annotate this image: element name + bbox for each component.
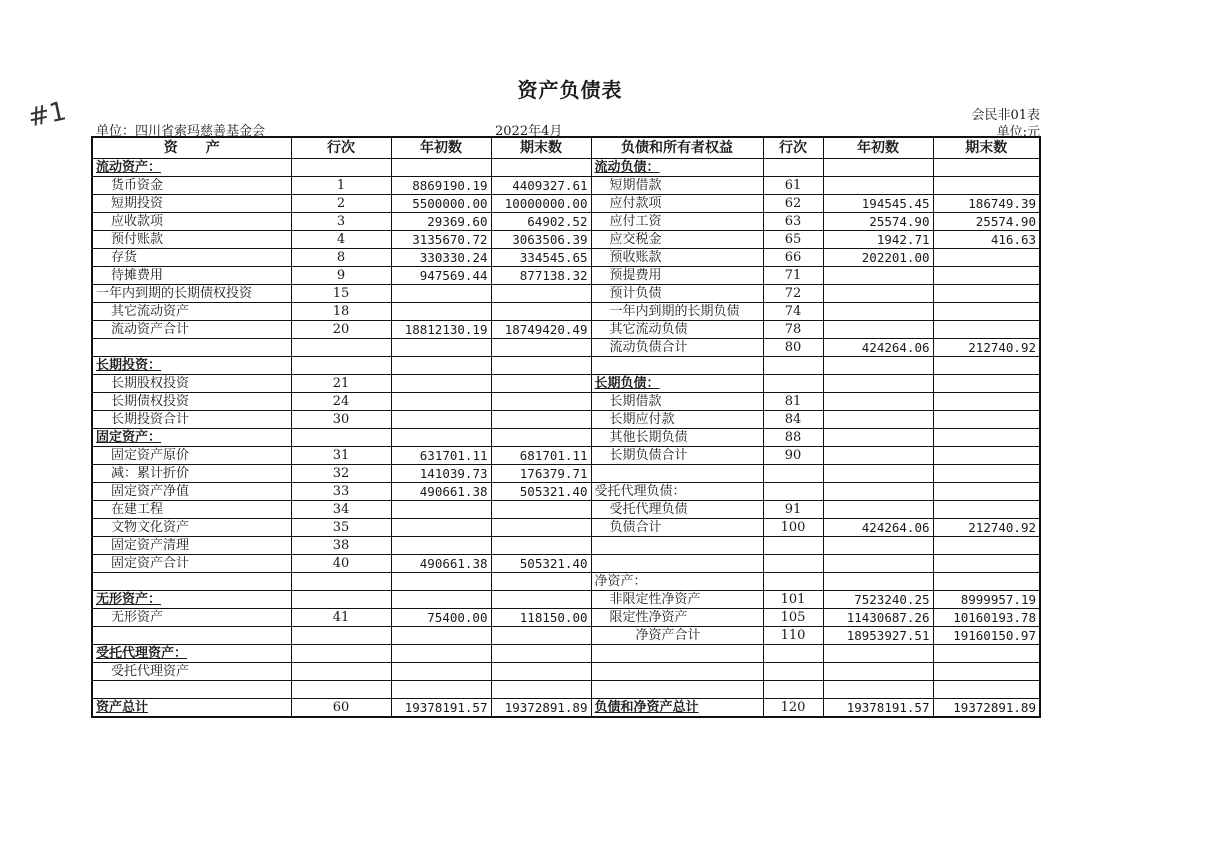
table-row bbox=[92, 537, 1040, 555]
asset-begin bbox=[391, 375, 491, 393]
asset-begin bbox=[391, 681, 491, 699]
liability-line-no: 88 bbox=[763, 429, 823, 447]
liability-label: 应付工资 bbox=[591, 213, 763, 231]
liability-end bbox=[933, 573, 1040, 591]
asset-label: 无形资产： bbox=[92, 591, 291, 609]
asset-label: 流动资产合计 bbox=[92, 321, 291, 339]
liability-end bbox=[933, 411, 1040, 429]
liability-line-no: 84 bbox=[763, 411, 823, 429]
liability-begin bbox=[823, 303, 933, 321]
liability-begin bbox=[823, 177, 933, 195]
liability-label: 预计负债 bbox=[591, 285, 763, 303]
asset-line-no bbox=[291, 591, 391, 609]
asset-label: 固定资产清理 bbox=[92, 537, 291, 555]
asset-end bbox=[491, 339, 591, 357]
liability-line-no bbox=[763, 645, 823, 663]
liability-label: 负债合计 bbox=[591, 519, 763, 537]
asset-label: 固定资产原价 bbox=[92, 447, 291, 465]
asset-label: 预付账款 bbox=[92, 231, 291, 249]
asset-label: 一年内到期的长期债权投资 bbox=[92, 285, 291, 303]
liability-line-no: 71 bbox=[763, 267, 823, 285]
table-row bbox=[92, 159, 1040, 177]
currency-unit: 单位:元 bbox=[996, 125, 1040, 140]
table-row bbox=[92, 267, 1040, 285]
table-row bbox=[92, 177, 1040, 195]
liability-end bbox=[933, 267, 1040, 285]
asset-begin bbox=[391, 645, 491, 663]
liability-line-no: 63 bbox=[763, 213, 823, 231]
asset-end bbox=[491, 303, 591, 321]
asset-label bbox=[92, 627, 291, 645]
liability-line-no: 91 bbox=[763, 501, 823, 519]
liability-label: 净资产合计 bbox=[591, 627, 763, 645]
liability-begin bbox=[823, 465, 933, 483]
asset-line-no bbox=[291, 339, 391, 357]
liability-end: 186749.39 bbox=[933, 195, 1040, 213]
table-row bbox=[92, 519, 1040, 537]
asset-label: 受托代理资产 bbox=[92, 663, 291, 681]
asset-line-no: 24 bbox=[291, 393, 391, 411]
liability-begin bbox=[823, 411, 933, 429]
table-row bbox=[92, 663, 1040, 681]
asset-label: 固定资产： bbox=[92, 429, 291, 447]
liability-begin: 18953927.51 bbox=[823, 627, 933, 645]
liability-label: 应付款项 bbox=[591, 195, 763, 213]
liability-begin bbox=[823, 429, 933, 447]
asset-label: 减：累计折价 bbox=[92, 465, 291, 483]
liability-begin bbox=[823, 483, 933, 501]
liability-end bbox=[933, 357, 1040, 375]
liability-end: 19372891.89 bbox=[933, 699, 1040, 718]
asset-end bbox=[491, 357, 591, 375]
asset-label: 无形资产 bbox=[92, 609, 291, 627]
liability-end bbox=[933, 321, 1040, 339]
liability-begin bbox=[823, 375, 933, 393]
asset-line-no bbox=[291, 627, 391, 645]
asset-end bbox=[491, 591, 591, 609]
liability-begin bbox=[823, 663, 933, 681]
liability-end bbox=[933, 501, 1040, 519]
liability-line-no: 110 bbox=[763, 627, 823, 645]
asset-begin bbox=[391, 429, 491, 447]
table-row bbox=[92, 285, 1040, 303]
liability-end: 25574.90 bbox=[933, 213, 1040, 231]
liability-line-no: 120 bbox=[763, 699, 823, 718]
asset-line-no: 8 bbox=[291, 249, 391, 267]
liability-label: 长期借款 bbox=[591, 393, 763, 411]
liability-begin: 424264.06 bbox=[823, 519, 933, 537]
page-title: 资产负债表 bbox=[517, 78, 623, 102]
asset-begin bbox=[391, 303, 491, 321]
asset-line-no bbox=[291, 429, 391, 447]
liability-label bbox=[591, 537, 763, 555]
reporting-unit: 单位：四川省索玛慈善基金会 bbox=[96, 124, 266, 139]
asset-end: 681701.11 bbox=[491, 447, 591, 465]
liability-label: 受托代理负债 bbox=[591, 501, 763, 519]
liability-label bbox=[591, 555, 763, 573]
asset-end: 10000000.00 bbox=[491, 195, 591, 213]
header-begin: 年初数 bbox=[391, 137, 491, 159]
asset-label: 在建工程 bbox=[92, 501, 291, 519]
liability-label bbox=[591, 663, 763, 681]
asset-label: 长期投资： bbox=[92, 357, 291, 375]
liability-begin: 194545.45 bbox=[823, 195, 933, 213]
asset-begin: 8869190.19 bbox=[391, 177, 491, 195]
liability-label bbox=[591, 681, 763, 699]
asset-label bbox=[92, 339, 291, 357]
asset-end bbox=[491, 663, 591, 681]
form-number: 会民非01表 bbox=[971, 108, 1040, 123]
liability-begin bbox=[823, 159, 933, 177]
asset-label: 长期债权投资 bbox=[92, 393, 291, 411]
table-row bbox=[92, 411, 1040, 429]
asset-end: 118150.00 bbox=[491, 609, 591, 627]
liability-label bbox=[591, 357, 763, 375]
asset-label: 固定资产合计 bbox=[92, 555, 291, 573]
asset-begin bbox=[391, 393, 491, 411]
liability-line-no bbox=[763, 555, 823, 573]
liability-line-no: 62 bbox=[763, 195, 823, 213]
liability-end bbox=[933, 249, 1040, 267]
liability-begin bbox=[823, 501, 933, 519]
asset-line-no: 9 bbox=[291, 267, 391, 285]
liability-label: 受托代理负债： bbox=[591, 483, 763, 501]
asset-begin bbox=[391, 339, 491, 357]
liability-line-no bbox=[763, 375, 823, 393]
asset-end bbox=[491, 627, 591, 645]
asset-begin bbox=[391, 591, 491, 609]
table-row bbox=[92, 303, 1040, 321]
table-row bbox=[92, 393, 1040, 411]
header-line-no-2: 行次 bbox=[763, 137, 823, 159]
liability-begin bbox=[823, 357, 933, 375]
table-row bbox=[92, 339, 1040, 357]
asset-begin bbox=[391, 285, 491, 303]
asset-line-no: 20 bbox=[291, 321, 391, 339]
asset-begin: 5500000.00 bbox=[391, 195, 491, 213]
asset-line-no: 40 bbox=[291, 555, 391, 573]
table-header-row bbox=[92, 137, 1040, 159]
liability-end bbox=[933, 537, 1040, 555]
asset-begin: 330330.24 bbox=[391, 249, 491, 267]
asset-line-no: 31 bbox=[291, 447, 391, 465]
liability-line-no bbox=[763, 483, 823, 501]
asset-line-no: 34 bbox=[291, 501, 391, 519]
liability-begin: 1942.71 bbox=[823, 231, 933, 249]
liability-end: 212740.92 bbox=[933, 339, 1040, 357]
asset-line-no: 60 bbox=[291, 699, 391, 718]
asset-begin: 490661.38 bbox=[391, 555, 491, 573]
asset-line-no: 4 bbox=[291, 231, 391, 249]
asset-begin bbox=[391, 159, 491, 177]
asset-end bbox=[491, 411, 591, 429]
asset-end bbox=[491, 375, 591, 393]
asset-label: 短期投资 bbox=[92, 195, 291, 213]
liability-end bbox=[933, 177, 1040, 195]
asset-end bbox=[491, 429, 591, 447]
liability-begin bbox=[823, 645, 933, 663]
asset-line-no: 18 bbox=[291, 303, 391, 321]
asset-begin bbox=[391, 501, 491, 519]
liability-label: 净资产： bbox=[591, 573, 763, 591]
liability-label: 其他长期负债 bbox=[591, 429, 763, 447]
liability-begin: 19378191.57 bbox=[823, 699, 933, 718]
handwritten-mark: #1 bbox=[25, 96, 70, 134]
asset-label: 存货 bbox=[92, 249, 291, 267]
asset-end: 176379.71 bbox=[491, 465, 591, 483]
liability-begin: 7523240.25 bbox=[823, 591, 933, 609]
asset-line-no: 38 bbox=[291, 537, 391, 555]
asset-line-no: 41 bbox=[291, 609, 391, 627]
liability-label: 限定性净资产 bbox=[591, 609, 763, 627]
liability-line-no: 72 bbox=[763, 285, 823, 303]
liability-label: 负债和净资产总计 bbox=[591, 699, 763, 718]
liability-line-no: 101 bbox=[763, 591, 823, 609]
table-row bbox=[92, 195, 1040, 213]
table-row bbox=[92, 699, 1040, 718]
liability-end: 212740.92 bbox=[933, 519, 1040, 537]
asset-label: 待摊费用 bbox=[92, 267, 291, 285]
table-row bbox=[92, 627, 1040, 645]
asset-begin: 141039.73 bbox=[391, 465, 491, 483]
liability-end bbox=[933, 681, 1040, 699]
liability-begin bbox=[823, 321, 933, 339]
asset-label: 文物文化资产 bbox=[92, 519, 291, 537]
table-row bbox=[92, 357, 1040, 375]
liability-line-no: 81 bbox=[763, 393, 823, 411]
liability-line-no: 74 bbox=[763, 303, 823, 321]
table-row bbox=[92, 465, 1040, 483]
asset-label: 长期股权投资 bbox=[92, 375, 291, 393]
asset-begin: 19378191.57 bbox=[391, 699, 491, 718]
asset-end bbox=[491, 285, 591, 303]
liability-line-no bbox=[763, 537, 823, 555]
asset-begin bbox=[391, 627, 491, 645]
liability-end: 416.63 bbox=[933, 231, 1040, 249]
liability-end bbox=[933, 465, 1040, 483]
asset-label: 流动资产： bbox=[92, 159, 291, 177]
asset-end bbox=[491, 573, 591, 591]
liability-begin: 25574.90 bbox=[823, 213, 933, 231]
table-row bbox=[92, 213, 1040, 231]
table-row bbox=[92, 249, 1040, 267]
liability-label bbox=[591, 645, 763, 663]
liability-line-no bbox=[763, 465, 823, 483]
asset-line-no: 21 bbox=[291, 375, 391, 393]
liability-line-no: 80 bbox=[763, 339, 823, 357]
asset-end bbox=[491, 681, 591, 699]
liability-line-no: 90 bbox=[763, 447, 823, 465]
liability-label: 非限定性净资产 bbox=[591, 591, 763, 609]
liability-begin bbox=[823, 285, 933, 303]
asset-begin bbox=[391, 663, 491, 681]
liability-end bbox=[933, 483, 1040, 501]
asset-line-no bbox=[291, 573, 391, 591]
header-begin-2: 年初数 bbox=[823, 137, 933, 159]
table-row bbox=[92, 231, 1040, 249]
asset-end: 3063506.39 bbox=[491, 231, 591, 249]
asset-label bbox=[92, 573, 291, 591]
asset-end: 505321.40 bbox=[491, 555, 591, 573]
liability-line-no bbox=[763, 573, 823, 591]
asset-line-no: 32 bbox=[291, 465, 391, 483]
asset-begin: 18812130.19 bbox=[391, 321, 491, 339]
asset-line-no: 3 bbox=[291, 213, 391, 231]
asset-end bbox=[491, 393, 591, 411]
liability-end bbox=[933, 159, 1040, 177]
asset-begin bbox=[391, 357, 491, 375]
liability-line-no bbox=[763, 663, 823, 681]
header-liabilities: 负债和所有者权益 bbox=[591, 137, 763, 159]
liability-begin bbox=[823, 681, 933, 699]
asset-begin bbox=[391, 519, 491, 537]
liability-line-no bbox=[763, 681, 823, 699]
liability-label: 预收账款 bbox=[591, 249, 763, 267]
liability-label: 一年内到期的长期负债 bbox=[591, 303, 763, 321]
liability-line-no: 78 bbox=[763, 321, 823, 339]
asset-begin: 947569.44 bbox=[391, 267, 491, 285]
asset-label: 长期投资合计 bbox=[92, 411, 291, 429]
asset-label: 固定资产净值 bbox=[92, 483, 291, 501]
asset-begin: 490661.38 bbox=[391, 483, 491, 501]
asset-line-no bbox=[291, 159, 391, 177]
asset-label: 其它流动资产 bbox=[92, 303, 291, 321]
header-line-no: 行次 bbox=[291, 137, 391, 159]
liability-end bbox=[933, 447, 1040, 465]
liability-label: 流动负债： bbox=[591, 159, 763, 177]
asset-end: 334545.65 bbox=[491, 249, 591, 267]
asset-end bbox=[491, 519, 591, 537]
liability-label: 流动负债合计 bbox=[591, 339, 763, 357]
asset-label: 应收款项 bbox=[92, 213, 291, 231]
liability-end: 19160150.97 bbox=[933, 627, 1040, 645]
asset-line-no: 33 bbox=[291, 483, 391, 501]
liability-line-no: 61 bbox=[763, 177, 823, 195]
liability-end bbox=[933, 285, 1040, 303]
liability-end bbox=[933, 393, 1040, 411]
liability-end: 10160193.78 bbox=[933, 609, 1040, 627]
asset-begin: 3135670.72 bbox=[391, 231, 491, 249]
table-row bbox=[92, 609, 1040, 627]
asset-begin: 75400.00 bbox=[391, 609, 491, 627]
table-row bbox=[92, 375, 1040, 393]
liability-line-no: 66 bbox=[763, 249, 823, 267]
liability-end bbox=[933, 303, 1040, 321]
table-row bbox=[92, 501, 1040, 519]
liability-end bbox=[933, 663, 1040, 681]
asset-begin: 29369.60 bbox=[391, 213, 491, 231]
asset-line-no bbox=[291, 357, 391, 375]
liability-line-no: 105 bbox=[763, 609, 823, 627]
liability-label: 长期负债合计 bbox=[591, 447, 763, 465]
asset-begin bbox=[391, 411, 491, 429]
liability-line-no bbox=[763, 159, 823, 177]
liability-label: 长期应付款 bbox=[591, 411, 763, 429]
asset-line-no bbox=[291, 645, 391, 663]
table-row bbox=[92, 573, 1040, 591]
liability-end bbox=[933, 645, 1040, 663]
liability-label bbox=[591, 465, 763, 483]
table-row bbox=[92, 645, 1040, 663]
liability-label: 其它流动负债 bbox=[591, 321, 763, 339]
table-row bbox=[92, 429, 1040, 447]
asset-line-no bbox=[291, 681, 391, 699]
asset-end bbox=[491, 645, 591, 663]
table-row bbox=[92, 681, 1040, 699]
header-end: 期末数 bbox=[491, 137, 591, 159]
asset-line-no: 1 bbox=[291, 177, 391, 195]
liability-label: 长期负债： bbox=[591, 375, 763, 393]
liability-begin bbox=[823, 447, 933, 465]
asset-line-no: 30 bbox=[291, 411, 391, 429]
liability-begin: 11430687.26 bbox=[823, 609, 933, 627]
table-row bbox=[92, 591, 1040, 609]
asset-line-no: 2 bbox=[291, 195, 391, 213]
liability-begin: 202201.00 bbox=[823, 249, 933, 267]
header-asset: 资 产 bbox=[92, 137, 291, 159]
liability-end bbox=[933, 375, 1040, 393]
liability-line-no: 65 bbox=[763, 231, 823, 249]
header-end-2: 期末数 bbox=[933, 137, 1040, 159]
asset-end: 505321.40 bbox=[491, 483, 591, 501]
table-row bbox=[92, 321, 1040, 339]
asset-line-no bbox=[291, 663, 391, 681]
asset-end: 18749420.49 bbox=[491, 321, 591, 339]
liability-label: 应交税金 bbox=[591, 231, 763, 249]
liability-end bbox=[933, 429, 1040, 447]
liability-line-no bbox=[763, 357, 823, 375]
asset-begin bbox=[391, 537, 491, 555]
asset-end: 64902.52 bbox=[491, 213, 591, 231]
balance-sheet-table bbox=[91, 136, 1041, 718]
asset-end: 877138.32 bbox=[491, 267, 591, 285]
liability-begin: 424264.06 bbox=[823, 339, 933, 357]
asset-begin bbox=[391, 573, 491, 591]
asset-end bbox=[491, 501, 591, 519]
asset-label: 货币资金 bbox=[92, 177, 291, 195]
asset-label: 资产总计 bbox=[92, 699, 291, 718]
liability-line-no: 100 bbox=[763, 519, 823, 537]
asset-begin: 631701.11 bbox=[391, 447, 491, 465]
asset-end bbox=[491, 159, 591, 177]
liability-end bbox=[933, 555, 1040, 573]
asset-line-no: 35 bbox=[291, 519, 391, 537]
table-row bbox=[92, 555, 1040, 573]
liability-begin bbox=[823, 555, 933, 573]
liability-end: 8999957.19 bbox=[933, 591, 1040, 609]
asset-end: 4409327.61 bbox=[491, 177, 591, 195]
liability-begin bbox=[823, 267, 933, 285]
table-row bbox=[92, 483, 1040, 501]
asset-end: 19372891.89 bbox=[491, 699, 591, 718]
liability-label: 预提费用 bbox=[591, 267, 763, 285]
asset-end bbox=[491, 537, 591, 555]
asset-label bbox=[92, 681, 291, 699]
table-row bbox=[92, 447, 1040, 465]
liability-begin bbox=[823, 573, 933, 591]
liability-begin bbox=[823, 393, 933, 411]
asset-label: 受托代理资产： bbox=[92, 645, 291, 663]
report-period: 2022年4月 bbox=[495, 124, 563, 139]
asset-line-no: 15 bbox=[291, 285, 391, 303]
liability-begin bbox=[823, 537, 933, 555]
liability-label: 短期借款 bbox=[591, 177, 763, 195]
